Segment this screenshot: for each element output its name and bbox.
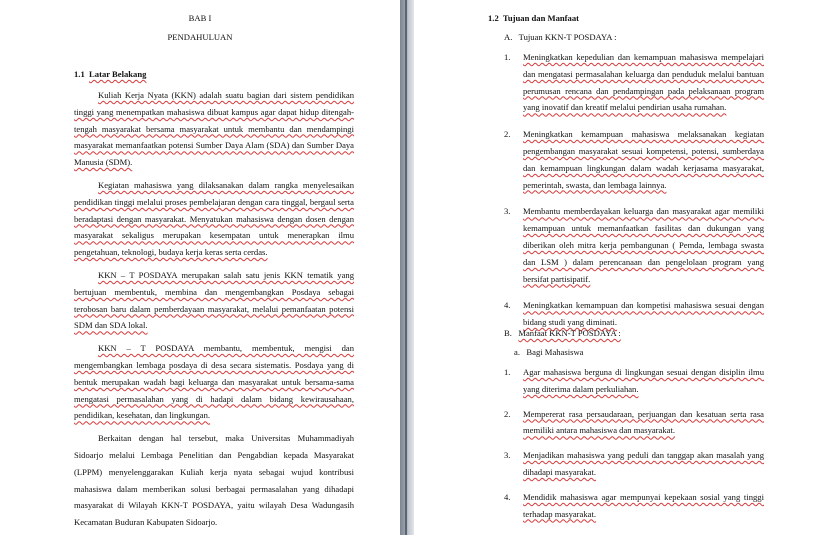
subsection-b-title: Manfaat KKN-T POSDAYA : xyxy=(518,328,621,338)
section-heading-1-2 xyxy=(488,10,579,27)
list-item: 3. Membantu memberdayakan keluarga dan masyarakat agar memiliki kemampuan untuk memanfaatkan fasilitas dan dukungan yang diberikan oleh mitra kerja pembangunan ( Pemda, lembaga swasta dan LSM ) dalam perencanaan dan pengelolaan program yang bersifat partisipatif. xyxy=(504,206,764,284)
page-divider xyxy=(405,0,407,535)
paragraph-5: Berkaitan dengan hal tersebut, maka Universitas Muhammadiyah Sidoarjo melalui Lembaga Penelitian dan Pengabdian kepada Masyarakat (LPPM) menyelenggarakan Kuliah kerja nyata sebagai wujud kontribusi mahasiswa dalam memberikan solusi berbagai permasalahan yang dihadapi masyarakat di Wilayah KKN-T POSDAYA, yaitu wilayah Desa Wadungasih Kecamatan Buduran Kabupaten Sidoarjo. xyxy=(74,433,354,528)
list-item-text: Agar mahasiswa berguna di lingkungan sesuai dengan disiplin ilmu yang diterima dalam perkuliahan. xyxy=(523,367,764,394)
sub-point-a xyxy=(514,344,583,361)
chapter-label: BAB I xyxy=(188,13,212,23)
subsection-b xyxy=(504,325,621,342)
section-number: 1.1 xyxy=(74,69,85,79)
document-page-left xyxy=(0,0,400,535)
list-item-text: Meningkatkan kemampuan mahasiswa melaksanakan kegiatan pengembangan masyarakat sesuai kompetensi, potensi, sumberdaya dan kemampuan lingkungan dalam wadah kerjasama masyarakat, pemerintah, swasta, dan lembaga lainnya. xyxy=(523,129,764,190)
subsection-a xyxy=(504,29,616,46)
list-item-text: Menjadikan mahasiswa yang peduli dan tanggap akan masalah yang dihadapi masyarakat. xyxy=(523,450,764,477)
list-item: 2. Mempererat rasa persaudaraan, perjuangan dan kesatuan serta rasa memiliki antara mahasiswa dan masyarakat. xyxy=(504,408,764,436)
list-item-text: Membantu memberdayakan keluarga dan masyarakat agar memiliki kemampuan untuk memanfaatkan fasilitas dan dukungan yang diberikan oleh mitra kerja pembangunan ( Pemda, lembaga swasta dan LSM ) dalam perencanaan dan pengelolaan program yang bersifat partisipatif. xyxy=(523,206,764,284)
section-title: Tujuan dan Manfaat xyxy=(502,13,580,23)
paragraph-4: KKN – T POSDAYA membantu, membentuk, mengisi dan mengembangkan lembaga posdaya di desa secara sistematis. Posdaya yang di bentuk merupakan wadah bagi keluarga dan masyarakat untuk bersama-sama mengatasi permasalahan yang di hadapi dalam bidang kewirausahaan, pendidikan, kesehatan, dan lingkungan. xyxy=(74,343,354,421)
sub-point-label: a. xyxy=(514,347,520,357)
list-item: 3. Menjadikan mahasiswa yang peduli dan tanggap akan masalah yang dihadapi masyarakat. xyxy=(504,450,764,477)
list-item: 4. Mendidik mahasiswa agar mempunyai kepekaan sosial yang tinggi terhadap masyarakat. xyxy=(504,491,764,519)
section-heading-1-1 xyxy=(74,66,146,83)
page-gutter xyxy=(400,0,414,535)
list-item-text: Meningkatkan kemampuan dan kompetisi mahasiswa sesuai dengan bidang studi yang diminati. xyxy=(523,300,764,328)
chapter-title: PENDAHULUAN xyxy=(167,32,233,42)
subsection-b-label: B. xyxy=(504,328,512,338)
paragraph-1: Kuliah Kerja Nyata (KKN) adalah suatu bagian dari sistem pendidikan tinggi yang menempatkan mahasiswa dibuat kampus agar dapat hidup ditengah-tengah masyarakat bersama masyarakat untuk membantu dan mendampingi masyarakat memanfaatkan potensi Sumber Daya Alam (SDA) dan Sumber Daya Manusia (SDM). xyxy=(74,90,354,168)
section-title: Latar Belakang xyxy=(89,69,147,79)
list-item-text: Meningkatkan kepedulian dan kemampuan mahasiswa mempelajari dan mengatasi permasalahan keluarga dan penduduk melalui bantuan perumusan rencana dan pendampingan pada pelaksanaan program yang inovatif dan kreatif melalui pendirian usaha rumahan. xyxy=(523,52,764,113)
subsection-a-label: A. xyxy=(504,32,513,42)
subsection-a-title: Tujuan KKN-T POSDAYA : xyxy=(518,32,617,42)
sub-point-title: Bagi Mahasiswa xyxy=(526,347,584,357)
list-item: 4. Meningkatkan kemampuan dan kompetisi mahasiswa sesuai dengan bidang studi yang diminati. xyxy=(504,300,764,328)
list-item-text: Mendidik mahasiswa agar mempunyai kepekaan sosial yang tinggi terhadap masyarakat. xyxy=(523,491,764,519)
list-item-text: Mempererat rasa persaudaraan, perjuangan dan kesatuan serta rasa memiliki antara mahasiswa dan masyarakat. xyxy=(523,408,764,436)
paragraph-2: Kegiatan mahasiswa yang dilaksanakan dalam rangka menyelesaikan pendidikan tinggi melalui proses pembelajaran dengan cara tinggal, bergaul serta beradaptasi dengan masyarakat. Menyatukan mahasiswa dengan dosen dengan masyarakat sekaligus merupakan kesempatan untuk menerapkan ilmu pengetahuan, teknologi, budaya kerja keras serta cerdas. xyxy=(74,179,354,258)
tujuan-list xyxy=(504,49,764,341)
list-item: 1. Agar mahasiswa berguna di lingkungan sesuai dengan disiplin ilmu yang diterima dalam perkuliahan. xyxy=(504,367,764,394)
document-page-right xyxy=(414,0,816,535)
body-text-left xyxy=(74,87,354,532)
section-number: 1.2 xyxy=(488,13,499,23)
paragraph-3: KKN – T POSDAYA merupakan salah satu jenis KKN tematik yang bertujuan membentuk, membina dan mengembangkan Posdaya sebagai terobosan baru dalam pemberdayaan masyarakat, melalui pemanfaatan potensi SDM dan SDA lokal. xyxy=(74,269,354,331)
list-item: 1. Meningkatkan kepedulian dan kemampuan mahasiswa mempelajari dan mengatasi permasalahan keluarga dan penduduk melalui bantuan perumusan rencana dan pendampingan pada pelaksanaan program yang inovatif dan kreatif melalui pendirian usaha rumahan. xyxy=(504,52,764,113)
manfaat-list xyxy=(504,364,764,530)
list-item: 2. Meningkatkan kemampuan mahasiswa melaksanakan kegiatan pengembangan masyarakat sesuai kompetensi, potensi, sumberdaya dan kemampuan lingkungan dalam wadah kerjasama masyarakat, pemerintah, swasta, dan lembaga lainnya. xyxy=(504,129,764,190)
